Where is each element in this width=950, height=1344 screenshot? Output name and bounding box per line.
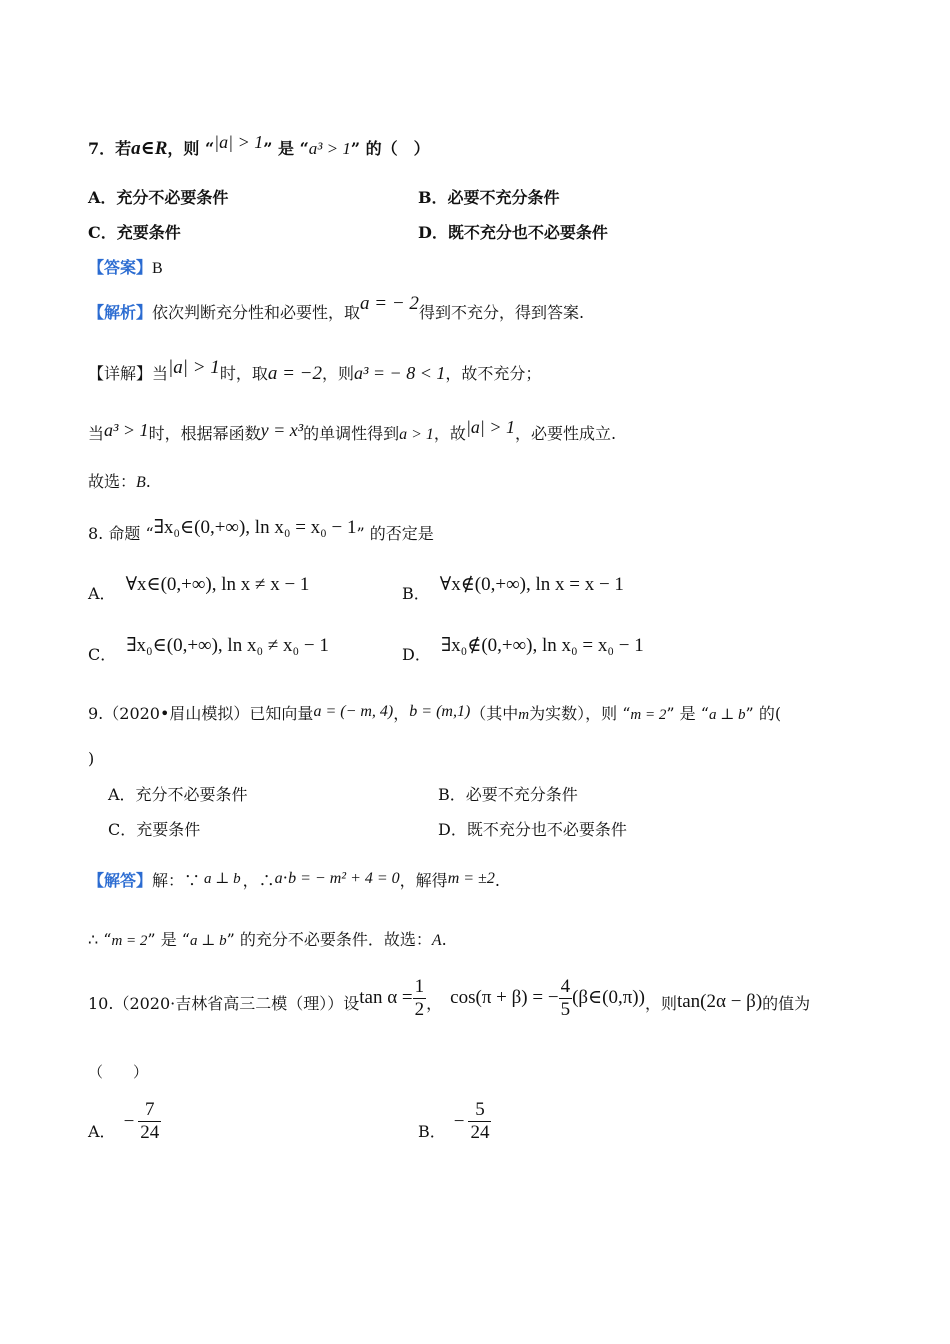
detail-text-7: 的单调性得到: [303, 424, 400, 443]
q7-option-d: D．既不充分也不必要条件: [418, 223, 608, 242]
q9-condition-1: m = 2: [630, 707, 667, 723]
answer-value: B: [152, 260, 163, 277]
q8-option-a-math: ∀x∈(0,+∞), ln x ≠ x − 1: [125, 574, 310, 595]
q9-option-c: C．充要条件: [108, 820, 201, 839]
detail-text-8: ，故: [433, 424, 466, 443]
q8-suffix: ” 的否定是: [356, 524, 434, 543]
q10-comma: ，: [426, 993, 443, 1013]
detail-text-6: 时，根据幂函数: [148, 424, 261, 443]
q10-tan-lhs: tan α =: [359, 986, 413, 1008]
choose-end: .: [145, 472, 151, 491]
q10-option-b: [418, 1096, 491, 1146]
solution-tag: 【解答】: [88, 871, 153, 890]
detail-math-7: |a| > 1: [465, 417, 515, 437]
q7-choose: [88, 472, 151, 493]
q9-option-b: B．必要不充分条件: [438, 785, 578, 804]
q7-condition: a∈R: [131, 138, 168, 159]
q8-option-d-math: ∃x₀∉(0,+∞), ln x₀ = x₀ − 1: [440, 635, 644, 656]
q10-option-b-label: B．: [418, 1121, 446, 1141]
detail-math-3: a³ = − 8 < 1: [354, 363, 446, 383]
q9-comma: ，: [393, 704, 410, 723]
analysis-math: a = − 2: [360, 293, 419, 314]
detail-tag: 【详解】: [88, 364, 153, 383]
q9-vector-a: a = (− m, 4): [313, 703, 394, 720]
q10-text: ，则: [644, 993, 677, 1013]
q10-paren: （ ）: [88, 1063, 149, 1081]
q8-option-a: [88, 574, 310, 604]
q7-text-2: ” 是 “: [263, 139, 309, 158]
q10-tan-fraction: [413, 976, 427, 1021]
detail-math-6: a > 1: [399, 426, 434, 443]
q8-option-c: [88, 635, 329, 665]
detail-text-9: ，必要性成立.: [514, 424, 617, 443]
q8-option-c-label: C．: [88, 645, 117, 664]
q10-option-b-fraction: [468, 1099, 491, 1144]
solution-math-2: a⋅b = − m² + 4 = 0: [274, 870, 400, 887]
q7-statement-1: |a| > 1: [214, 132, 264, 152]
q9-close-paren: ): [88, 749, 95, 768]
q9-solution: [88, 871, 500, 892]
q10-end: 的值为: [762, 993, 811, 1013]
q9-stem: [88, 704, 781, 725]
q10-option-a-label: A．: [88, 1121, 116, 1141]
q9-text: （其中: [470, 704, 519, 723]
choose-text: 故选：: [88, 472, 137, 491]
q10-target: tan(2α − β): [676, 990, 763, 1012]
q10-cos-den: 5: [560, 998, 571, 1020]
q8-option-c-math: ∃x₀∈(0,+∞), ln x₀ ≠ x₀ − 1: [126, 635, 329, 656]
q7-option-a: A．充分不必要条件: [88, 188, 229, 207]
analysis-text-2: 得到不充分，得到答案.: [418, 303, 585, 322]
solution-text-2: ，∴: [242, 871, 275, 890]
conclusion-text-3: ” 的充分不必要条件．故选：: [226, 930, 432, 949]
detail-text-3: ，则: [321, 364, 354, 383]
q9-text-2: 为实数），则 “: [529, 704, 631, 723]
q7-detail-line-2: [88, 417, 617, 445]
conclusion-end: .: [441, 930, 447, 949]
q9-option-a: A．充分不必要条件: [108, 785, 248, 804]
q10-tan-expr: [359, 975, 426, 1020]
detail-math-4: a³ > 1: [104, 420, 149, 440]
q7-answer: [88, 258, 163, 279]
q10-stem: [88, 972, 810, 1022]
q10-option-b-den: 24: [470, 1122, 490, 1143]
q9-m: m: [518, 707, 530, 723]
q8-statement: ∃x₀∈(0,+∞), ln x₀ = x₀ − 1: [153, 517, 357, 538]
detail-text-4: ，故不充分；: [445, 364, 542, 383]
solution-text-4: .: [494, 871, 500, 890]
q9-vector-b: b = (m,1): [409, 703, 471, 720]
q7-statement-2: a³ > 1: [308, 139, 351, 158]
solution-text-3: ，解得: [399, 871, 448, 890]
q10-option-a-fraction: [138, 1099, 161, 1144]
q7-number: 7．若: [88, 139, 132, 158]
detail-text: 当: [152, 364, 169, 383]
q10-option-b-sign: −: [453, 1110, 465, 1132]
q8-option-d: [402, 635, 644, 665]
solution-math-1: a ⊥ b: [204, 871, 241, 887]
q10-cos-lhs: cos(π + β) = −: [450, 986, 559, 1008]
q8-option-b: [402, 574, 624, 604]
analysis-text: 依次判断充分性和必要性，取: [152, 303, 361, 322]
q10-cos-expr: [450, 975, 645, 1020]
q8-option-b-label: B．: [402, 584, 430, 603]
q9-end: ” 的(: [745, 704, 782, 723]
q7-option-b: B．必要不充分条件: [418, 188, 560, 207]
q7-end: ” 的（ ）: [350, 139, 430, 158]
q10-tan-num: 1: [414, 975, 425, 997]
q7-analysis: [88, 293, 585, 323]
q10-option-a-den: 24: [140, 1122, 160, 1143]
q9-conclusion: [88, 930, 447, 951]
analysis-tag: 【解析】: [88, 303, 153, 322]
q10-cos-fraction: [559, 976, 573, 1021]
q8-option-d-label: D．: [402, 645, 431, 664]
q7-text: ，则 “: [167, 139, 215, 158]
q10-tan-den: 2: [414, 998, 425, 1020]
q10-option-a-num: 7: [138, 1099, 161, 1122]
choose-value: B: [136, 474, 146, 491]
q10-cos-range: (β∈(0,π)): [572, 986, 645, 1008]
q10-option-a-sign: −: [123, 1110, 135, 1132]
q9-option-d: D．既不充分也不必要条件: [438, 820, 627, 839]
q10-option-a: [88, 1096, 161, 1146]
q10-prefix: 10.（2020·吉林省高三二模（理））设: [88, 993, 360, 1013]
conclusion-text: ∴ “: [88, 930, 112, 949]
conclusion-text-2: ” 是 “: [147, 930, 190, 949]
q7-stem: [88, 132, 430, 159]
answer-tag: 【答案】: [88, 258, 153, 277]
detail-math-2: a = −2: [267, 363, 322, 384]
q7-detail: [88, 357, 542, 384]
solution-math-3: m = ±2: [447, 870, 495, 887]
q10-option-b-num: 5: [468, 1099, 491, 1122]
conclusion-math-1: m = 2: [111, 933, 148, 949]
q8-stem: [88, 517, 434, 544]
solution-text: 解：∵: [152, 871, 201, 890]
conclusion-math-2: a ⊥ b: [189, 933, 227, 949]
q7-option-c: C．充要条件: [88, 223, 181, 242]
detail-text-2: 时，取: [219, 364, 268, 383]
q8-prefix: 8. 命题 “: [88, 524, 154, 543]
conclusion-value: A: [431, 932, 442, 949]
detail-math-5: y = x³: [260, 420, 304, 440]
q8-option-b-math: ∀x∉(0,+∞), ln x = x − 1: [439, 574, 624, 595]
q9-condition-2: a ⊥ b: [708, 707, 746, 723]
detail-text-5: 当: [88, 424, 105, 443]
q9-text-3: ” 是 “: [666, 704, 709, 723]
q8-option-a-label: A．: [88, 584, 116, 603]
q10-cos-num: 4: [560, 975, 571, 997]
detail-math-1: |a| > 1: [168, 357, 220, 378]
q9-prefix: 9.（2020•眉山模拟）已知向量: [88, 704, 314, 723]
